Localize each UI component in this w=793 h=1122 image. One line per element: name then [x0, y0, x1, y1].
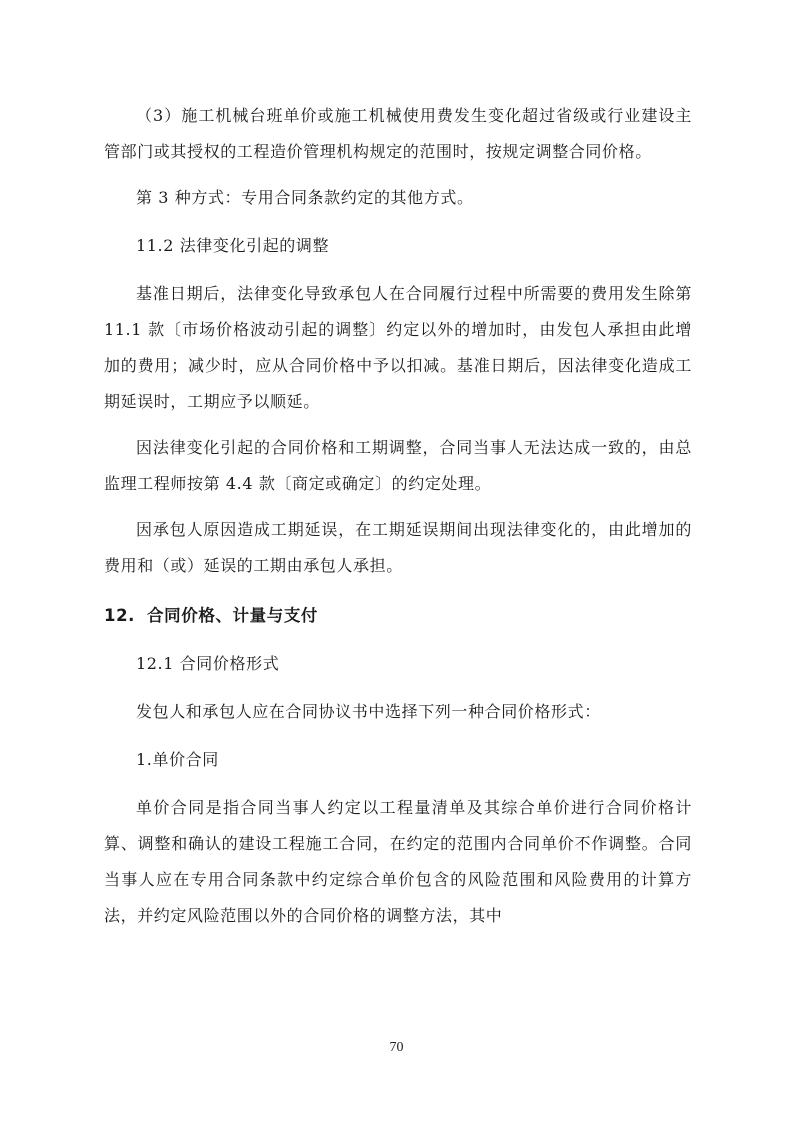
paragraph-method-3: 第 3 种方式：专用合同条款约定的其他方式。 [136, 188, 474, 207]
item-title-unit-price: 1.单价合同 [136, 750, 219, 769]
paragraph-law-change-dispute: 因法律变化引起的合同价格和工期调整，合同当事人无法达成一致的，由总监理工程师按第 4.4 款〔商定或确定〕的约定处理。 [104, 438, 692, 493]
paragraph-price-form-choice: 发包人和承包人应在合同协议书中选择下列一种合同价格形式： [136, 702, 601, 721]
paragraph-unit-price-definition: 单价合同是指合同当事人约定以工程量清单及其综合单价进行合同价格计算、调整和确认的建设工程施工合同，在约定的范围内合同单价不作调整。合同当事人应在专用合同条款中约定综合单价包含的风险范围和风险费用的计算方法，并约定风险范围以外的合同价格的调整方法，其中 [104, 798, 692, 925]
subsection-title-11-2: 11.2 法律变化引起的调整 [136, 236, 330, 255]
section-title: 合同价格、计量与支付 [147, 606, 319, 625]
subsection-title-12-1: 12.1 合同价格形式 [136, 654, 280, 673]
paragraph-machinery-price: （3）施工机械台班单价或施工机械使用费发生变化超过省级或行业建设主管部门或其授权的工程造价管理机构规定的范围时，按规定调整合同价格。 [104, 106, 692, 161]
page-body [104, 98, 692, 944]
page-number: 70 [389, 1040, 404, 1055]
section-number: 12. [104, 606, 136, 625]
paragraph-law-change-cost: 基准日期后，法律变化导致承包人在合同履行过程中所需要的费用发生除第 11.1 款〔市场价格波动引起的调整〕约定以外的增加时，由发包人承担由此增加的费用；减少时，应从合同价格中予以扣减。基准日期后，因法律变化造成工期延误时，工期应予以顺延。 [104, 284, 692, 411]
paragraph-contractor-delay: 因承包人原因造成工期延误，在工期延误期间出现法律变化的，由此增加的费用和（或）延误的工期由承包人承担。 [104, 520, 692, 575]
section-heading-12 [104, 598, 692, 634]
